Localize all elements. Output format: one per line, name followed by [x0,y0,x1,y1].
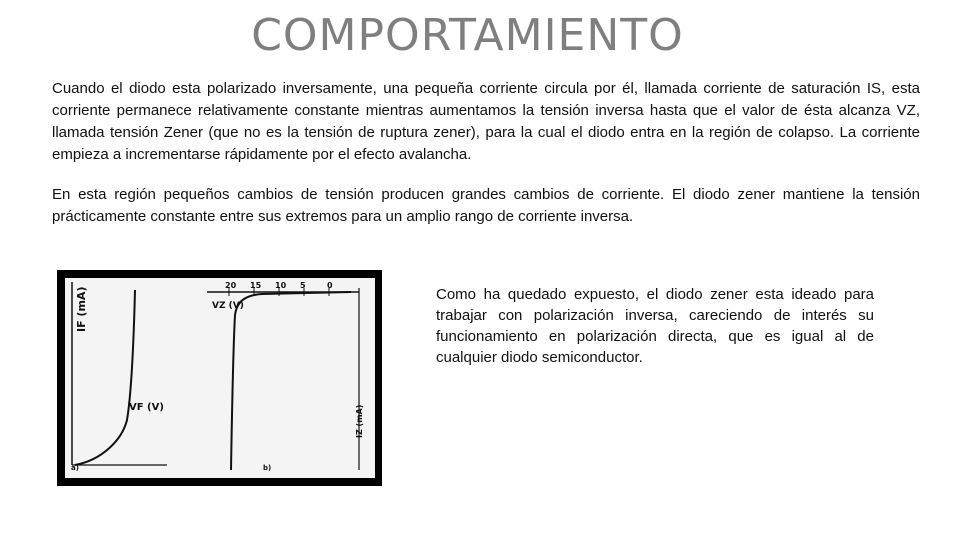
tick-label: 10 [275,281,287,290]
diode-curves-graphic [57,270,382,486]
panel-b-x-label: VZ (V) [212,301,244,311]
side-paragraph: Como ha quedado expuesto, el diodo zener esta ideado para trabajar con polarización inversa, careciendo de interés su funcionamiento en polarización directa, que es igual al de cualquier diodo semiconductor. [436,286,874,366]
panel-b-tag: b) [263,464,272,472]
paragraph-zener-region: En esta región pequeños cambios de tensión producen grandes cambios de corriente. El diodo zener mantiene la tensión prácticamente constante entre sus extremos para un amplio rango de corriente inversa. [52,186,920,225]
tick-label: 20 [225,281,237,290]
tick-label: 0 [327,281,333,290]
tick-label: 15 [250,281,262,290]
paragraph-reverse-bias: Cuando el diodo esta polarizado inversamente, una pequeña corriente circula por él, llamada corriente de saturación IS, esta corriente permanece relativamente constante mientras aumentamos la tensión inversa hasta que el valor de ésta alcanza VZ, llamada tensión Zener (que no es la tensión de ruptura zener), para la cual el diodo entra en la región de colapso. La corriente empieza a incrementarse rápidamente por el efecto avalancha. [52,80,920,163]
slide-title: COMPORTAMIENTO [251,10,684,61]
tick-label: 5 [300,281,306,290]
panel-a-tag: a) [71,464,79,472]
panel-b-y-label: IZ (mA) [355,404,364,438]
panel-a-y-label: IF (mA) [75,286,88,332]
diode-characteristic-figure [57,270,382,486]
panel-a-x-label: VF (V) [129,402,164,413]
